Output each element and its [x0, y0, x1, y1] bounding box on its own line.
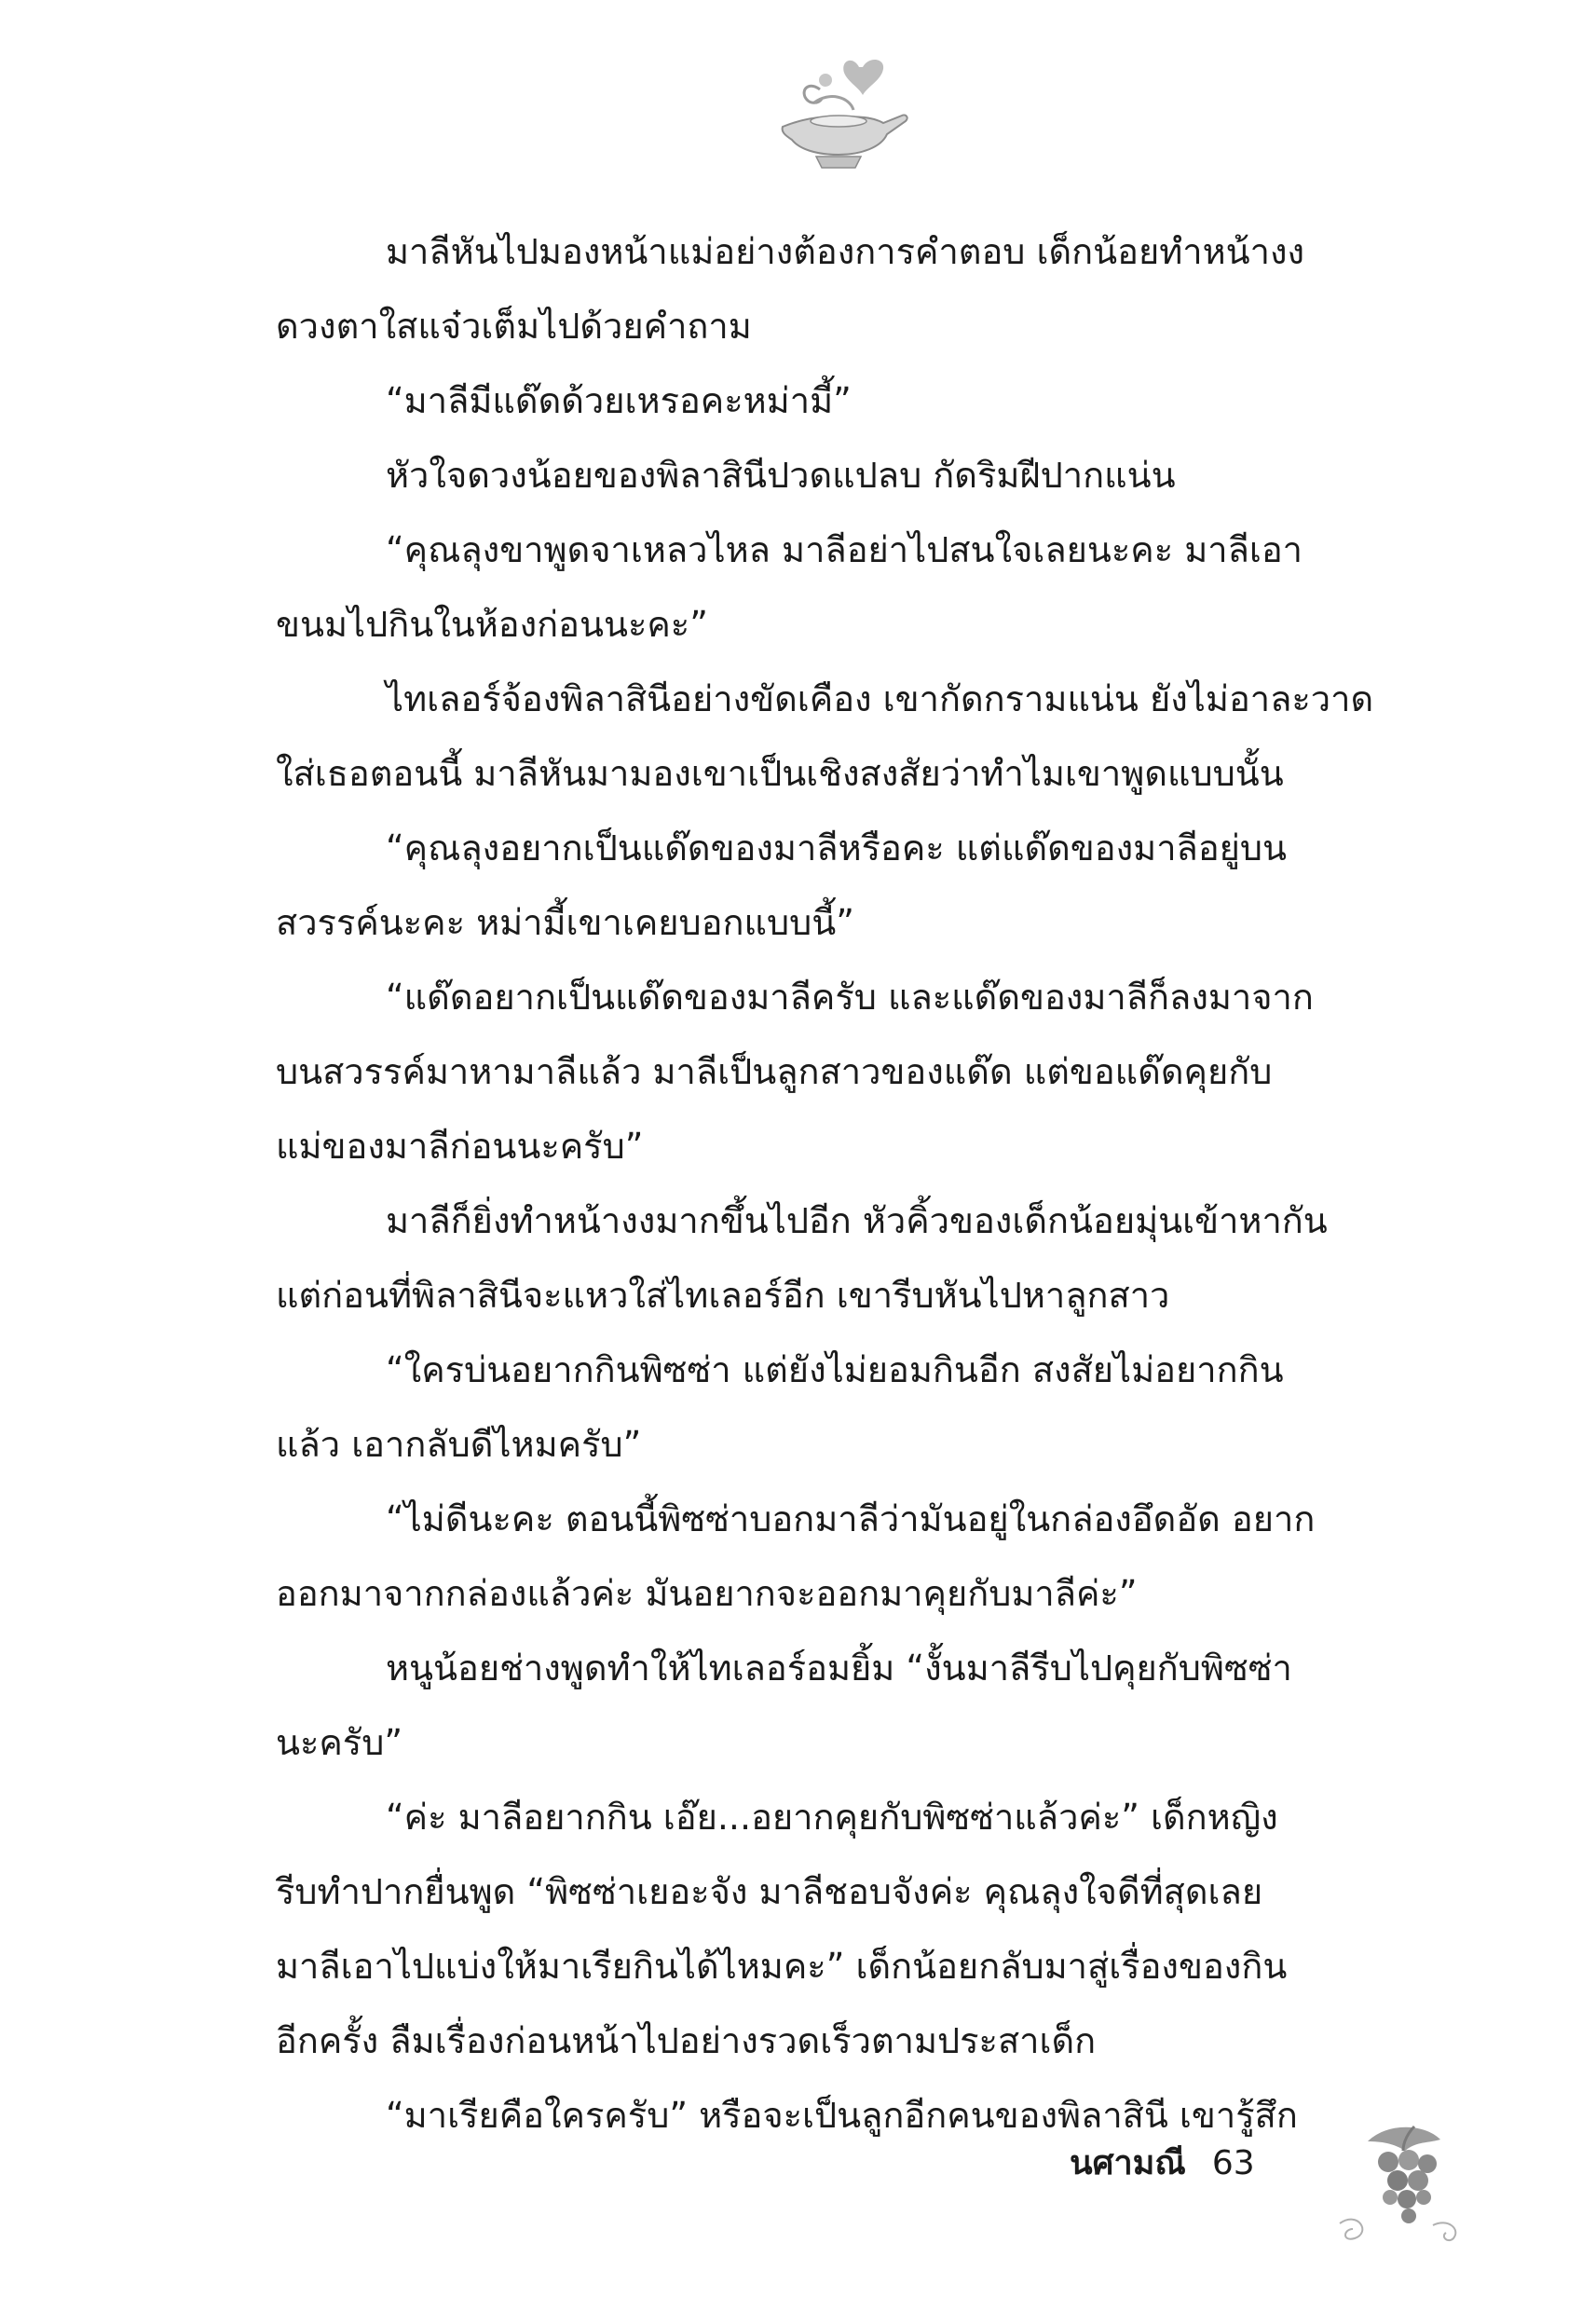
text-line: ไทเลอร์จ้องพิลาสินีอย่างขัดเคือง เขากัดกรามแน่น ยังไม่อาละวาด — [386, 678, 1374, 719]
text-line: แต่ก่อนที่พิลาสินีจะแหวใส่ไทเลอร์อีก เขารีบหันไปหาลูกสาว — [276, 1275, 1170, 1316]
text-line: ออกมาจากกล่องแล้วค่ะ มันอยากจะออกมาคุยกับมาลีค่ะ” — [276, 1573, 1138, 1614]
text-line: แม่ของมาลีก่อนนะครับ” — [276, 1126, 644, 1167]
text-line: “ใครบ่นอยากกินพิซซ่า แต่ยังไม่ยอมกินอีก สงสัยไม่อยากกิน — [386, 1349, 1284, 1390]
page-footer — [1070, 2136, 1255, 2192]
text-line: แล้ว เอากลับดีไหมครับ” — [276, 1424, 642, 1465]
lamp-heart-icon — [764, 54, 913, 175]
text-line: อีกครั้ง ลืมเรื่องก่อนหน้าไปอย่างรวดเร็วตามประสาเด็ก — [276, 2020, 1097, 2061]
text-line: “คุณลุงขาพูดจาเหลวไหล มาลีอย่าไปสนใจเลยนะคะ มาลีเอา — [386, 529, 1303, 570]
text-line: นะครับ” — [276, 1722, 403, 1763]
text-line: หนูน้อยช่างพูดทำให้ไทเลอร์อมยิ้ม “งั้นมาลีรีบไปคุยกับพิซซ่า — [386, 1648, 1292, 1689]
text-line: ขนมไปกินในห้องก่อนนะคะ” — [276, 604, 708, 645]
page-number: 63 — [1211, 2144, 1255, 2182]
text-line: รีบทำปากยื่นพูด “พิซซ่าเยอะจัง มาลีชอบจังค่ะ คุณลุงใจดีที่สุดเลย — [276, 1871, 1263, 1912]
text-line: มาลีเอาไปแบ่งให้มาเรียกินได้ไหมคะ” เด็กน้อยกลับมาสู่เรื่องของกิน — [276, 1946, 1288, 1987]
book-title: นศามณี — [1070, 2144, 1186, 2182]
text-line: มาลีก็ยิ่งทำหน้างงมากขึ้นไปอีก หัวคิ้วของเด็กน้อยมุ่นเข้าหากัน — [386, 1200, 1328, 1241]
text-line: ใส่เธอตอนนี้ มาลีหันมามองเขาเป็นเชิงสงสัยว่าทำไมเขาพูดแบบนั้น — [276, 753, 1284, 794]
text-line: สวรรค์นะคะ หม่ามี้เขาเคยบอกแบบนี้” — [276, 902, 854, 943]
text-line: “คุณลุงอยากเป็นแด๊ดของมาลีหรือคะ แต่แด๊ดของมาลีอยู่บน — [386, 827, 1288, 868]
text-line: ดวงตาใสแจ๋วเต็มไปด้วยคำถาม — [276, 306, 752, 347]
text-line: หัวใจดวงน้อยของพิลาสินีปวดแปลบ กัดริมฝีปากแน่น — [386, 455, 1176, 496]
text-line: “ไม่ดีนะคะ ตอนนี้พิซซ่าบอกมาลีว่ามันอยู่ในกล่องอึดอัด อยาก — [386, 1498, 1316, 1539]
text-line: บนสวรรค์มาหามาลีแล้ว มาลีเป็นลูกสาวของแด๊ด แต่ขอแด๊ดคุยกับ — [276, 1051, 1273, 1092]
text-line: มาลีหันไปมองหน้าแม่อย่างต้องการคำตอบ เด็กน้อยทำหน้างง — [386, 231, 1305, 272]
text-line: “มาลีมีแด๊ดด้วยเหรอคะหม่ามี้” — [386, 380, 852, 421]
text-line: “ค่ะ มาลีอยากกิน เอ๊ย...อยากคุยกับพิซซ่าแล้วค่ะ” เด็กหญิง — [386, 1797, 1278, 1838]
text-line: “มาเรียคือใครครับ” หรือจะเป็นลูกอีกคนของพิลาสินี เขารู้สึก — [386, 2095, 1298, 2136]
grape-cluster-icon — [1330, 2113, 1470, 2253]
text-line: “แด๊ดอยากเป็นแด๊ดของมาลีครับ และแด๊ดของมาลีก็ลงมาจาก — [386, 977, 1314, 1018]
body-text — [276, 214, 1414, 2153]
